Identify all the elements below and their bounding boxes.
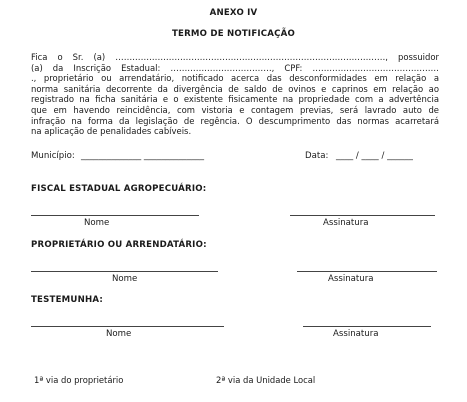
text-line: que em havendo reincidência, com vistoria e contagem previas, será lavrado auto de — [31, 104, 439, 115]
fiscal-signature-caption: Assinatura — [323, 218, 369, 228]
municipio-label: Município: — [31, 151, 75, 161]
owner-signature-caption: Assinatura — [328, 274, 374, 284]
document-title: TERMO DE NOTIFICAÇÃO — [171, 29, 296, 39]
witness-signature-caption: Assinatura — [333, 329, 379, 339]
fiscal-name-line[interactable] — [31, 215, 199, 216]
owner-signature-line[interactable] — [297, 271, 437, 272]
witness-signature-line[interactable] — [303, 326, 431, 327]
owner-name-line[interactable] — [31, 271, 218, 272]
text-line: Fica o Sr. (a) ……………………………………………………………………………………, possuidor — [31, 52, 439, 62]
text-line: na aplicação de penalidades cabíveis. — [31, 126, 192, 137]
municipio-field[interactable]: ______________ ______________ — [81, 151, 205, 161]
owner-name-caption: Nome — [112, 274, 138, 284]
date-label: Data: — [305, 151, 329, 161]
text-line: infração na forma da legislação de regência. O descumprimento das normas acarretará — [31, 115, 439, 126]
witness-name-line[interactable] — [31, 326, 224, 327]
first-copy-note: 1ª via do proprietário — [34, 375, 124, 385]
witness-section-title: TESTEMUNHA: — [31, 295, 104, 305]
fiscal-section-title: FISCAL ESTADUAL AGROPECUÁRIO: — [31, 184, 207, 194]
fiscal-name-caption: Nome — [84, 218, 110, 228]
second-copy-note: 2ª via da Unidade Local — [216, 375, 316, 385]
date-field[interactable]: ____ / ____ / ______ — [336, 151, 413, 161]
notification-text — [31, 52, 439, 137]
fiscal-signature-line[interactable] — [290, 215, 435, 216]
annex-label: ANEXO IV — [209, 8, 258, 18]
text-line: ., proprietário ou arrendatário, notificado acerca das desconformidades em relação a — [31, 73, 439, 84]
text-line: registrado na ficha sanitária e o existente fisicamente na propriedade com a advertência — [31, 94, 439, 105]
witness-name-caption: Nome — [106, 329, 132, 339]
owner-section-title: PROPRIETÁRIO OU ARRENDATÁRIO: — [31, 240, 207, 250]
text-line: norma sanitária decorrente da divergência de saldo de ovinos e caprinos em relação ao — [31, 83, 439, 94]
text-line: (a) da Inscrição Estadual: ………………………………, CPF: ……………………………………… — [31, 62, 439, 73]
